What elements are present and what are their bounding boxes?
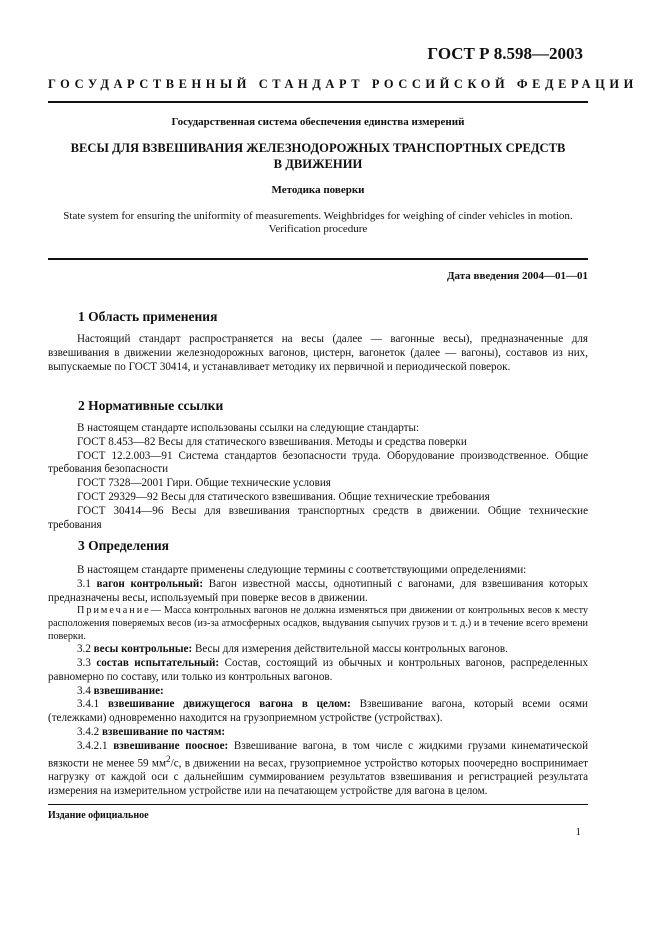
note-paragraph — [48, 605, 588, 643]
title-line-1: ВЕСЫ ДЛЯ ВЗВЕШИВАНИЯ ЖЕЛЕЗНОДОРОЖНЫХ ТРАНСПОРТНЫХ СРЕДСТВ — [70, 141, 566, 155]
definition-3-4-2 — [48, 726, 588, 740]
definition-term: взвешивание по частям: — [101, 725, 226, 738]
method-subtitle: Методика поверки — [271, 184, 365, 196]
section-3-heading: 3 Определения — [78, 538, 169, 553]
section-2-body — [48, 422, 588, 532]
section-1-heading: 1 Область применения — [78, 309, 218, 324]
section-2-intro: В настоящем стандарте использованы ссылки на следующие стандарты: — [77, 422, 420, 434]
title-line-2: В ДВИЖЕНИИ — [273, 157, 363, 171]
definition-term: взвешивание поосное: — [113, 739, 229, 752]
footer-rule — [48, 804, 588, 805]
definition-text: Вагон известной массы, однотипный с вагонами, для взвешивания которых предназначены весы, используемый при поверке весов в движении. — [48, 577, 589, 604]
definition-text-cont: /с, в движении на весах, грузоприемное устройство которых поочередно воспринимает нагрузку от каждой оси с дальнейшим суммированием результатов взвешивания и регистрацией результата измерения на измерительном устройстве или на печатающем устройстве для вагона в целом. — [48, 757, 588, 797]
definition-text: Взвешивание вагона, в том числе с жидкими грузами кинематической вязкости не менее 59 мм — [48, 739, 589, 770]
definition-3-1 — [48, 578, 588, 606]
definition-3-4-1 — [48, 698, 588, 726]
definition-number: 3.2 — [77, 643, 91, 656]
reference-item: ГОСТ 12.2.003—91 Система стандартов безопасности труда. Оборудование производственное. Общие требования безопасности — [48, 449, 588, 476]
definition-term: весы контрольные: — [93, 643, 193, 656]
official-edition-label: Издание официальное — [48, 810, 149, 821]
definition-term: вагон контрольный: — [96, 577, 204, 590]
definition-term: взвешивание: — [93, 684, 164, 697]
system-title: Государственная система обеспечения единства измерений — [171, 116, 465, 128]
definition-text: Весы для измерения действительной массы контрольных вагонов. — [194, 643, 508, 656]
definition-text: Состав, состоящий из обычных и контрольных вагонов, распределенных равномерно по составу, или только из контрольных вагонов. — [48, 656, 589, 683]
section-2-heading: 2 Нормативные ссылки — [78, 398, 224, 413]
definition-3-3 — [48, 657, 588, 685]
page-number: 1 — [575, 826, 581, 838]
reference-item: ГОСТ 7328—2001 Гири. Общие технические условия — [77, 477, 331, 490]
definition-3-4-2-1 — [48, 740, 588, 799]
note-label: Примечание — [77, 605, 151, 617]
definition-number: 3.3 — [77, 656, 91, 669]
definition-number: 3.4 — [77, 684, 91, 697]
definition-number: 3.4.1 — [77, 698, 100, 711]
state-standard-header: ГОСУДАРСТВЕННЫЙ СТАНДАРТ РОССИЙСКОЙ ФЕДЕРАЦИИ — [48, 77, 638, 91]
reference-item: ГОСТ 8.453—82 Весы для статического взвешивания. Методы и средства поверки — [77, 435, 467, 448]
definition-3-2 — [48, 643, 588, 657]
english-title-line-1: State system for ensuring the uniformity of measurements. Weighbridges for weighing of cinder vehicles in motion. — [63, 210, 573, 222]
definition-number: 3.1 — [77, 577, 91, 590]
gost-code: ГОСТ Р 8.598—2003 — [427, 44, 583, 63]
superscript-2: 2 — [165, 754, 171, 765]
note-text: — Масса контрольных вагонов не должна изменяться при движении от контрольных весов к месту расположения поверяемых весов (из-за атмосферных осадков, выдувания сыпучих грузов и т. д.) и в течение всего времени поверки. — [48, 605, 588, 642]
middle-rule — [48, 258, 588, 260]
section-3-body — [48, 564, 588, 799]
english-title-line-2: Verification procedure — [268, 223, 368, 235]
definition-number: 3.4.2.1 — [77, 739, 108, 752]
introduction-date: Дата введения 2004—01—01 — [446, 270, 588, 282]
english-title — [48, 210, 588, 236]
section-1-body — [48, 333, 588, 374]
definition-term: взвешивание движущегося вагона в целом: — [108, 698, 351, 711]
section-3-intro: В настоящем стандарте применены следующие термины с соответствующими определениями: — [77, 564, 527, 576]
section-1-paragraph: Настоящий стандарт распространяется на весы (далее — вагонные весы), предназначенные для взвешивания в движении железнодорожных вагонов, цистерн, вагонеток (далее — вагоны), составов из них, выпускаемые по ГОСТ 30414, и устанавливает методику их первичной и периодической поверок. — [48, 333, 588, 373]
reference-item: ГОСТ 29329—92 Весы для статического взвешивания. Общие технические требования — [77, 490, 490, 503]
definition-text: Взвешивание вагона, который всеми осями (тележками) одновременно находится на грузоприемном устройстве (устройствах). — [48, 698, 588, 725]
top-rule — [48, 101, 588, 103]
definition-3-4 — [48, 685, 588, 699]
definition-number: 3.4.2 — [77, 725, 100, 738]
document-title — [48, 140, 588, 172]
definition-term: состав испытательный: — [96, 656, 220, 669]
reference-item: ГОСТ 30414—96 Весы для взвешивания транспортных средств в движении. Общие технические требования — [48, 504, 588, 531]
